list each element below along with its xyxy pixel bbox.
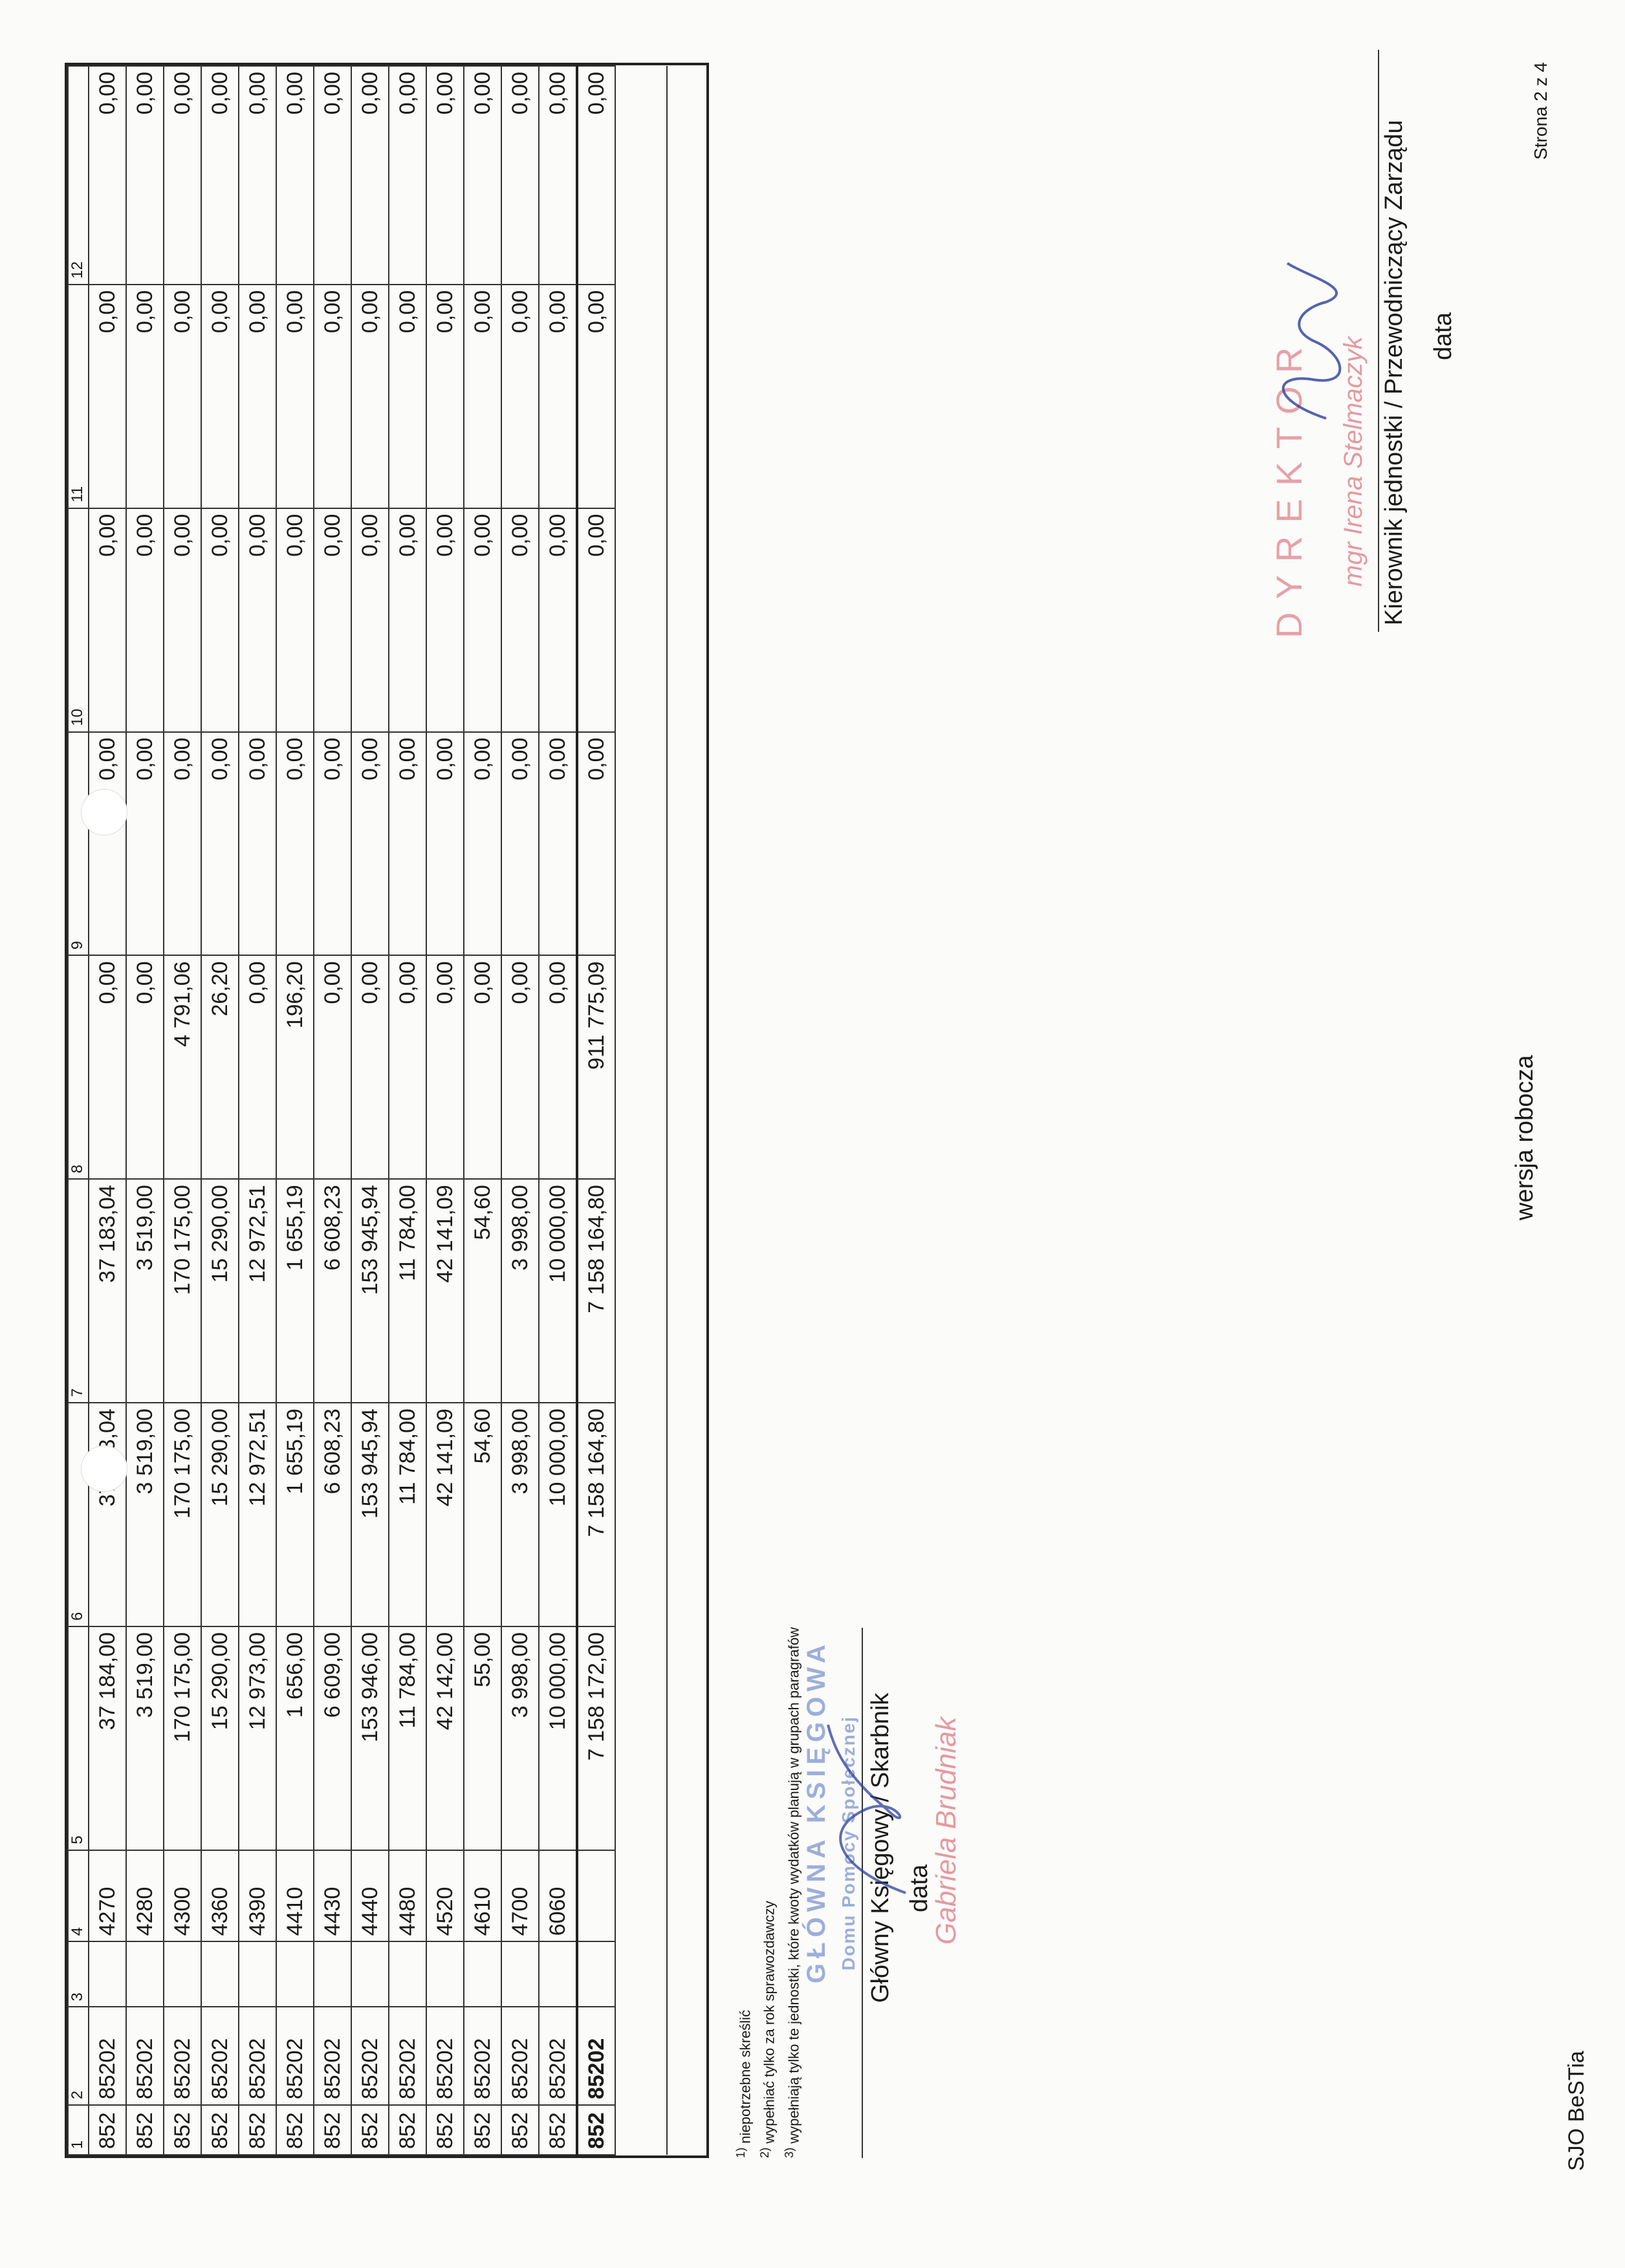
table-cell: 0,00 — [126, 66, 164, 285]
table-cell: 0,00 — [89, 508, 126, 732]
table-cell: 0,00 — [89, 285, 126, 508]
chief-accountant-stamp-institution: Domu Pomocy Społecznej — [838, 1715, 858, 1971]
table-cell: 4700 — [501, 1850, 539, 1942]
chief-accountant-stamp-title: GŁÓWNA KSIĘGOWA — [802, 1639, 831, 1983]
table-cell: 0,00 — [577, 285, 615, 508]
table-cell — [615, 732, 667, 956]
table-cell — [615, 2007, 667, 2105]
table-cell — [314, 1941, 351, 2007]
director-stamp-name: mgr Irena Stelmaczyk — [1339, 336, 1368, 587]
table-cell — [501, 1941, 539, 2007]
table-cell: 0,00 — [314, 732, 351, 956]
table-cell — [351, 1941, 389, 2007]
table-cell: 11 784,00 — [389, 1403, 426, 1626]
table-cell: 10 000,00 — [539, 1403, 577, 1626]
table-cell — [164, 1941, 201, 2007]
director-date-label: data — [1430, 312, 1457, 360]
table-cell: 4270 — [89, 1850, 126, 1942]
table-cell: 0,00 — [539, 285, 577, 508]
table-cell: 85202 — [276, 2007, 314, 2105]
table-row — [239, 66, 276, 2155]
empty-row — [615, 66, 667, 2155]
table-cell: 85202 — [201, 2007, 239, 2105]
table-cell: 0,00 — [239, 66, 276, 285]
table-cell: 0,00 — [276, 285, 314, 508]
table-cell: 85202 — [126, 2007, 164, 2105]
table-cell — [539, 1941, 577, 2007]
table-cell: 852 — [389, 2105, 426, 2155]
table-cell — [615, 1179, 667, 1403]
table-cell: 4430 — [314, 1850, 351, 1942]
table-cell — [201, 1941, 239, 2007]
table-cell: 6060 — [539, 1850, 577, 1942]
table-cell: 0,00 — [389, 732, 426, 956]
table-cell: 0,00 — [201, 732, 239, 956]
table-cell: 0,00 — [276, 66, 314, 285]
table-cell: 0,00 — [276, 508, 314, 732]
table-cell: 0,00 — [464, 955, 501, 1179]
table-cell: 0,00 — [314, 66, 351, 285]
draft-version-label: wersja robocza — [1511, 1055, 1538, 1220]
table-cell: 0,00 — [389, 955, 426, 1179]
table-cell: 0,00 — [164, 66, 201, 285]
footnotes — [731, 1188, 803, 2158]
table-row — [314, 66, 351, 2155]
table-cell: 55,00 — [464, 1626, 501, 1850]
table-row — [164, 66, 201, 2155]
table-cell: 85202 — [539, 2007, 577, 2105]
table-cell: 4 791,06 — [164, 955, 201, 1179]
table-cell: 852 — [539, 2105, 577, 2155]
table-row — [89, 66, 126, 2155]
table-cell: 0,00 — [389, 66, 426, 285]
table-cell: 0,00 — [426, 955, 464, 1179]
table-cell: 1 655,19 — [276, 1403, 314, 1626]
column-number-cell: 6 — [68, 1403, 89, 1626]
table-cell: 153 945,94 — [351, 1179, 389, 1403]
table-cell: 85202 — [464, 2007, 501, 2105]
table-cell: 12 972,51 — [239, 1403, 276, 1626]
table-cell: 0,00 — [89, 732, 126, 956]
punch-hole — [81, 789, 127, 836]
table-cell: 0,00 — [539, 66, 577, 285]
table-cell: 196,20 — [276, 955, 314, 1179]
director-stamp-title: DYREKTOR — [1269, 334, 1309, 638]
table-cell — [615, 285, 667, 508]
table-cell: 0,00 — [426, 732, 464, 956]
chief-accountant-title: Główny Księgowy / Skarbnik — [867, 1692, 894, 2003]
footer-page-number: Strona 2 z 4 — [1531, 62, 1551, 160]
table-row — [276, 66, 314, 2155]
table-cell: 0,00 — [276, 732, 314, 956]
table-cell — [615, 1941, 667, 2007]
table-cell: 153 946,00 — [351, 1626, 389, 1850]
column-number-cell: 10 — [68, 508, 89, 732]
table-cell: 37 183,04 — [89, 1179, 126, 1403]
table-cell: 7 158 172,00 — [577, 1626, 615, 1850]
column-number-row — [68, 66, 89, 2155]
table-cell: 85202 — [426, 2007, 464, 2105]
table-row — [351, 66, 389, 2155]
table-cell: 0,00 — [389, 285, 426, 508]
table-cell: 12 972,51 — [239, 1179, 276, 1403]
column-number-cell: 12 — [68, 66, 89, 285]
table-cell: 85202 — [501, 2007, 539, 2105]
table-row — [539, 66, 577, 2155]
column-number-cell: 8 — [68, 955, 89, 1179]
table-cell: 0,00 — [501, 955, 539, 1179]
table-cell: 0,00 — [426, 508, 464, 732]
table-cell: 0,00 — [126, 955, 164, 1179]
table-cell: 4610 — [464, 1850, 501, 1942]
table-cell: 26,20 — [201, 955, 239, 1179]
table-cell: 0,00 — [351, 285, 389, 508]
table-cell — [577, 1941, 615, 2007]
table-cell: 3 519,00 — [126, 1626, 164, 1850]
table-cell: 852 — [239, 2105, 276, 2155]
table-cell: 911 775,09 — [577, 955, 615, 1179]
table-cell: 170 175,00 — [164, 1179, 201, 1403]
table-row — [389, 66, 426, 2155]
table-cell: 852 — [276, 2105, 314, 2155]
table-cell: 852 — [126, 2105, 164, 2155]
table-cell: 4410 — [276, 1850, 314, 1942]
table-cell — [239, 1941, 276, 2007]
table-cell: 0,00 — [164, 508, 201, 732]
table-cell: 85202 — [164, 2007, 201, 2105]
table-cell: 0,00 — [201, 508, 239, 732]
chief-accountant-stamp-name: Gabriela Brudniak — [930, 1716, 962, 1945]
table-cell: 0,00 — [314, 285, 351, 508]
table-cell — [89, 1941, 126, 2007]
table-cell: 0,00 — [501, 508, 539, 732]
table-cell: 42 142,00 — [426, 1626, 464, 1850]
column-number-cell: 7 — [68, 1179, 89, 1403]
table-cell: 0,00 — [201, 285, 239, 508]
table-cell: 4390 — [239, 1850, 276, 1942]
table-row — [464, 66, 501, 2155]
table-cell: 170 175,00 — [164, 1403, 201, 1626]
table-row — [501, 66, 539, 2155]
table-cell: 4300 — [164, 1850, 201, 1942]
table-cell: 4480 — [389, 1850, 426, 1942]
chief-accountant-date-label: data — [906, 1864, 933, 1912]
footnote-3: $^{3)}$ wypełniają tylko te jednostki, które kwoty wydatków planują w grupach paragrafów — [781, 1627, 802, 2158]
table-cell: 0,00 — [577, 66, 615, 285]
table-row — [426, 66, 464, 2155]
table-cell: 15 290,00 — [201, 1626, 239, 1850]
table-cell: 0,00 — [164, 285, 201, 508]
table-cell: 0,00 — [464, 508, 501, 732]
table-cell: 54,60 — [464, 1179, 501, 1403]
table-cell: 3 998,00 — [501, 1179, 539, 1403]
table-cell: 852 — [501, 2105, 539, 2155]
table-cell: 0,00 — [577, 508, 615, 732]
table-cell: 0,00 — [464, 732, 501, 956]
table-cell: 54,60 — [464, 1403, 501, 1626]
table-cell — [615, 1403, 667, 1626]
column-number-cell: 5 — [68, 1626, 89, 1850]
table-cell: 0,00 — [351, 66, 389, 285]
table-cell: 0,00 — [126, 732, 164, 956]
table-cell: 85202 — [351, 2007, 389, 2105]
column-number-cell: 3 — [68, 1941, 89, 2007]
table-cell — [615, 1850, 667, 1942]
footnote-3-text: wypełniają tylko te jednostki, które kwoty wydatków planują w grupach paragrafów — [785, 1627, 802, 2144]
table-cell: 0,00 — [501, 732, 539, 956]
table-cell: 6 608,23 — [314, 1403, 351, 1626]
table-cell: 4360 — [201, 1850, 239, 1942]
table-cell: 0,00 — [239, 732, 276, 956]
table-cell: 15 290,00 — [201, 1179, 239, 1403]
table-cell: 6 608,23 — [314, 1179, 351, 1403]
table-cell: 3 998,00 — [501, 1626, 539, 1850]
table-cell — [615, 2105, 667, 2155]
table-cell: 0,00 — [201, 66, 239, 285]
table-cell: 0,00 — [314, 508, 351, 732]
footnote-2: $^{2)}$ wypełniać tylko za rok sprawozdawczy — [758, 1901, 778, 2158]
table-cell: 852 — [577, 2105, 615, 2155]
table-cell: 0,00 — [539, 508, 577, 732]
table-cell: 4280 — [126, 1850, 164, 1942]
table-cell: 0,00 — [351, 732, 389, 956]
director-signature-line — [1378, 50, 1379, 632]
table-cell: 0,00 — [426, 285, 464, 508]
table-cell — [615, 955, 667, 1179]
table-cell: 170 175,00 — [164, 1626, 201, 1850]
table-cell — [464, 1941, 501, 2007]
table-cell: 0,00 — [539, 955, 577, 1179]
table-cell: 10 000,00 — [539, 1626, 577, 1850]
table-cell: 85202 — [239, 2007, 276, 2105]
table-cell: 0,00 — [501, 66, 539, 285]
punch-hole — [81, 1445, 127, 1492]
table-cell: 0,00 — [239, 955, 276, 1179]
table-cell — [389, 1941, 426, 2007]
table-grid — [67, 65, 668, 2155]
table-cell — [126, 1941, 164, 2007]
table-cell: 852 — [89, 2105, 126, 2155]
column-number-cell: 4 — [68, 1850, 89, 1942]
table-cell: 42 141,09 — [426, 1179, 464, 1403]
table-cell: 42 141,09 — [426, 1403, 464, 1626]
table-cell: 4520 — [426, 1850, 464, 1942]
table-cell: 0,00 — [239, 508, 276, 732]
table-cell: 0,00 — [351, 955, 389, 1179]
column-number-cell: 11 — [68, 285, 89, 508]
table-cell: 852 — [351, 2105, 389, 2155]
table-cell: 0,00 — [464, 285, 501, 508]
table-cell: 7 158 164,80 — [577, 1179, 615, 1403]
table-cell: 852 — [426, 2105, 464, 2155]
table-cell: 0,00 — [314, 955, 351, 1179]
table-cell: 0,00 — [126, 285, 164, 508]
footnote-1: $^{1)}$ niepotrzebne skreślić — [734, 2009, 754, 2158]
table-cell — [426, 1941, 464, 2007]
table-cell — [615, 66, 667, 285]
table-cell: 1 656,00 — [276, 1626, 314, 1850]
table-cell: 852 — [201, 2105, 239, 2155]
expenditure-table — [65, 63, 709, 2158]
table-cell: 0,00 — [389, 508, 426, 732]
column-number-cell: 2 — [68, 2007, 89, 2105]
table-cell: 0,00 — [89, 955, 126, 1179]
table-cell: 3 519,00 — [126, 1179, 164, 1403]
table-row — [126, 66, 164, 2155]
director-title: Kierownik jednostki / Przewodniczący Zarządu — [1380, 120, 1408, 625]
table-cell: 0,00 — [539, 732, 577, 956]
table-cell: 852 — [164, 2105, 201, 2155]
table-cell: 15 290,00 — [201, 1403, 239, 1626]
table-cell: 3 519,00 — [126, 1403, 164, 1626]
table-cell: 852 — [314, 2105, 351, 2155]
table-cell: 0,00 — [239, 285, 276, 508]
footer-system-name: SJO BeSTia — [1564, 2051, 1589, 2171]
table-cell: 0,00 — [426, 66, 464, 285]
table-cell: 11 784,00 — [389, 1179, 426, 1403]
table-cell — [89, 1403, 126, 1626]
table-cell: 85202 — [314, 2007, 351, 2105]
table-cell — [577, 1850, 615, 1942]
table-cell: 0,00 — [464, 66, 501, 285]
table-cell — [615, 508, 667, 732]
table-cell: 10 000,00 — [539, 1179, 577, 1403]
total-row — [577, 66, 615, 2155]
table-cell: 153 945,94 — [351, 1403, 389, 1626]
table-cell: 0,00 — [126, 508, 164, 732]
table-cell: 6 609,00 — [314, 1626, 351, 1850]
table-cell: 4440 — [351, 1850, 389, 1942]
table-cell: 3 998,00 — [501, 1403, 539, 1626]
table-cell: 12 973,00 — [239, 1626, 276, 1850]
table-cell: 11 784,00 — [389, 1626, 426, 1850]
table-cell: 85202 — [89, 2007, 126, 2105]
column-number-cell: 9 — [68, 732, 89, 956]
footnote-2-text: wypełniać tylko za rok sprawozdawczy — [761, 1901, 778, 2144]
table-cell: 0,00 — [89, 66, 126, 285]
table-cell: 0,00 — [501, 285, 539, 508]
table-cell: 85202 — [577, 2007, 615, 2105]
table-cell: 7 158 164,80 — [577, 1403, 615, 1626]
table-cell — [276, 1941, 314, 2007]
table-cell: 37 184,00 — [89, 1626, 126, 1850]
table-cell: 0,00 — [577, 732, 615, 956]
table-row — [201, 66, 239, 2155]
table-cell: 852 — [464, 2105, 501, 2155]
table-cell: 1 655,19 — [276, 1179, 314, 1403]
table-cell: 0,00 — [351, 508, 389, 732]
table-cell — [615, 1626, 667, 1850]
footnote-1-text: niepotrzebne skreślić — [737, 2009, 754, 2144]
table-cell: 0,00 — [164, 732, 201, 956]
column-number-cell: 1 — [68, 2105, 89, 2155]
table-cell: 85202 — [389, 2007, 426, 2105]
